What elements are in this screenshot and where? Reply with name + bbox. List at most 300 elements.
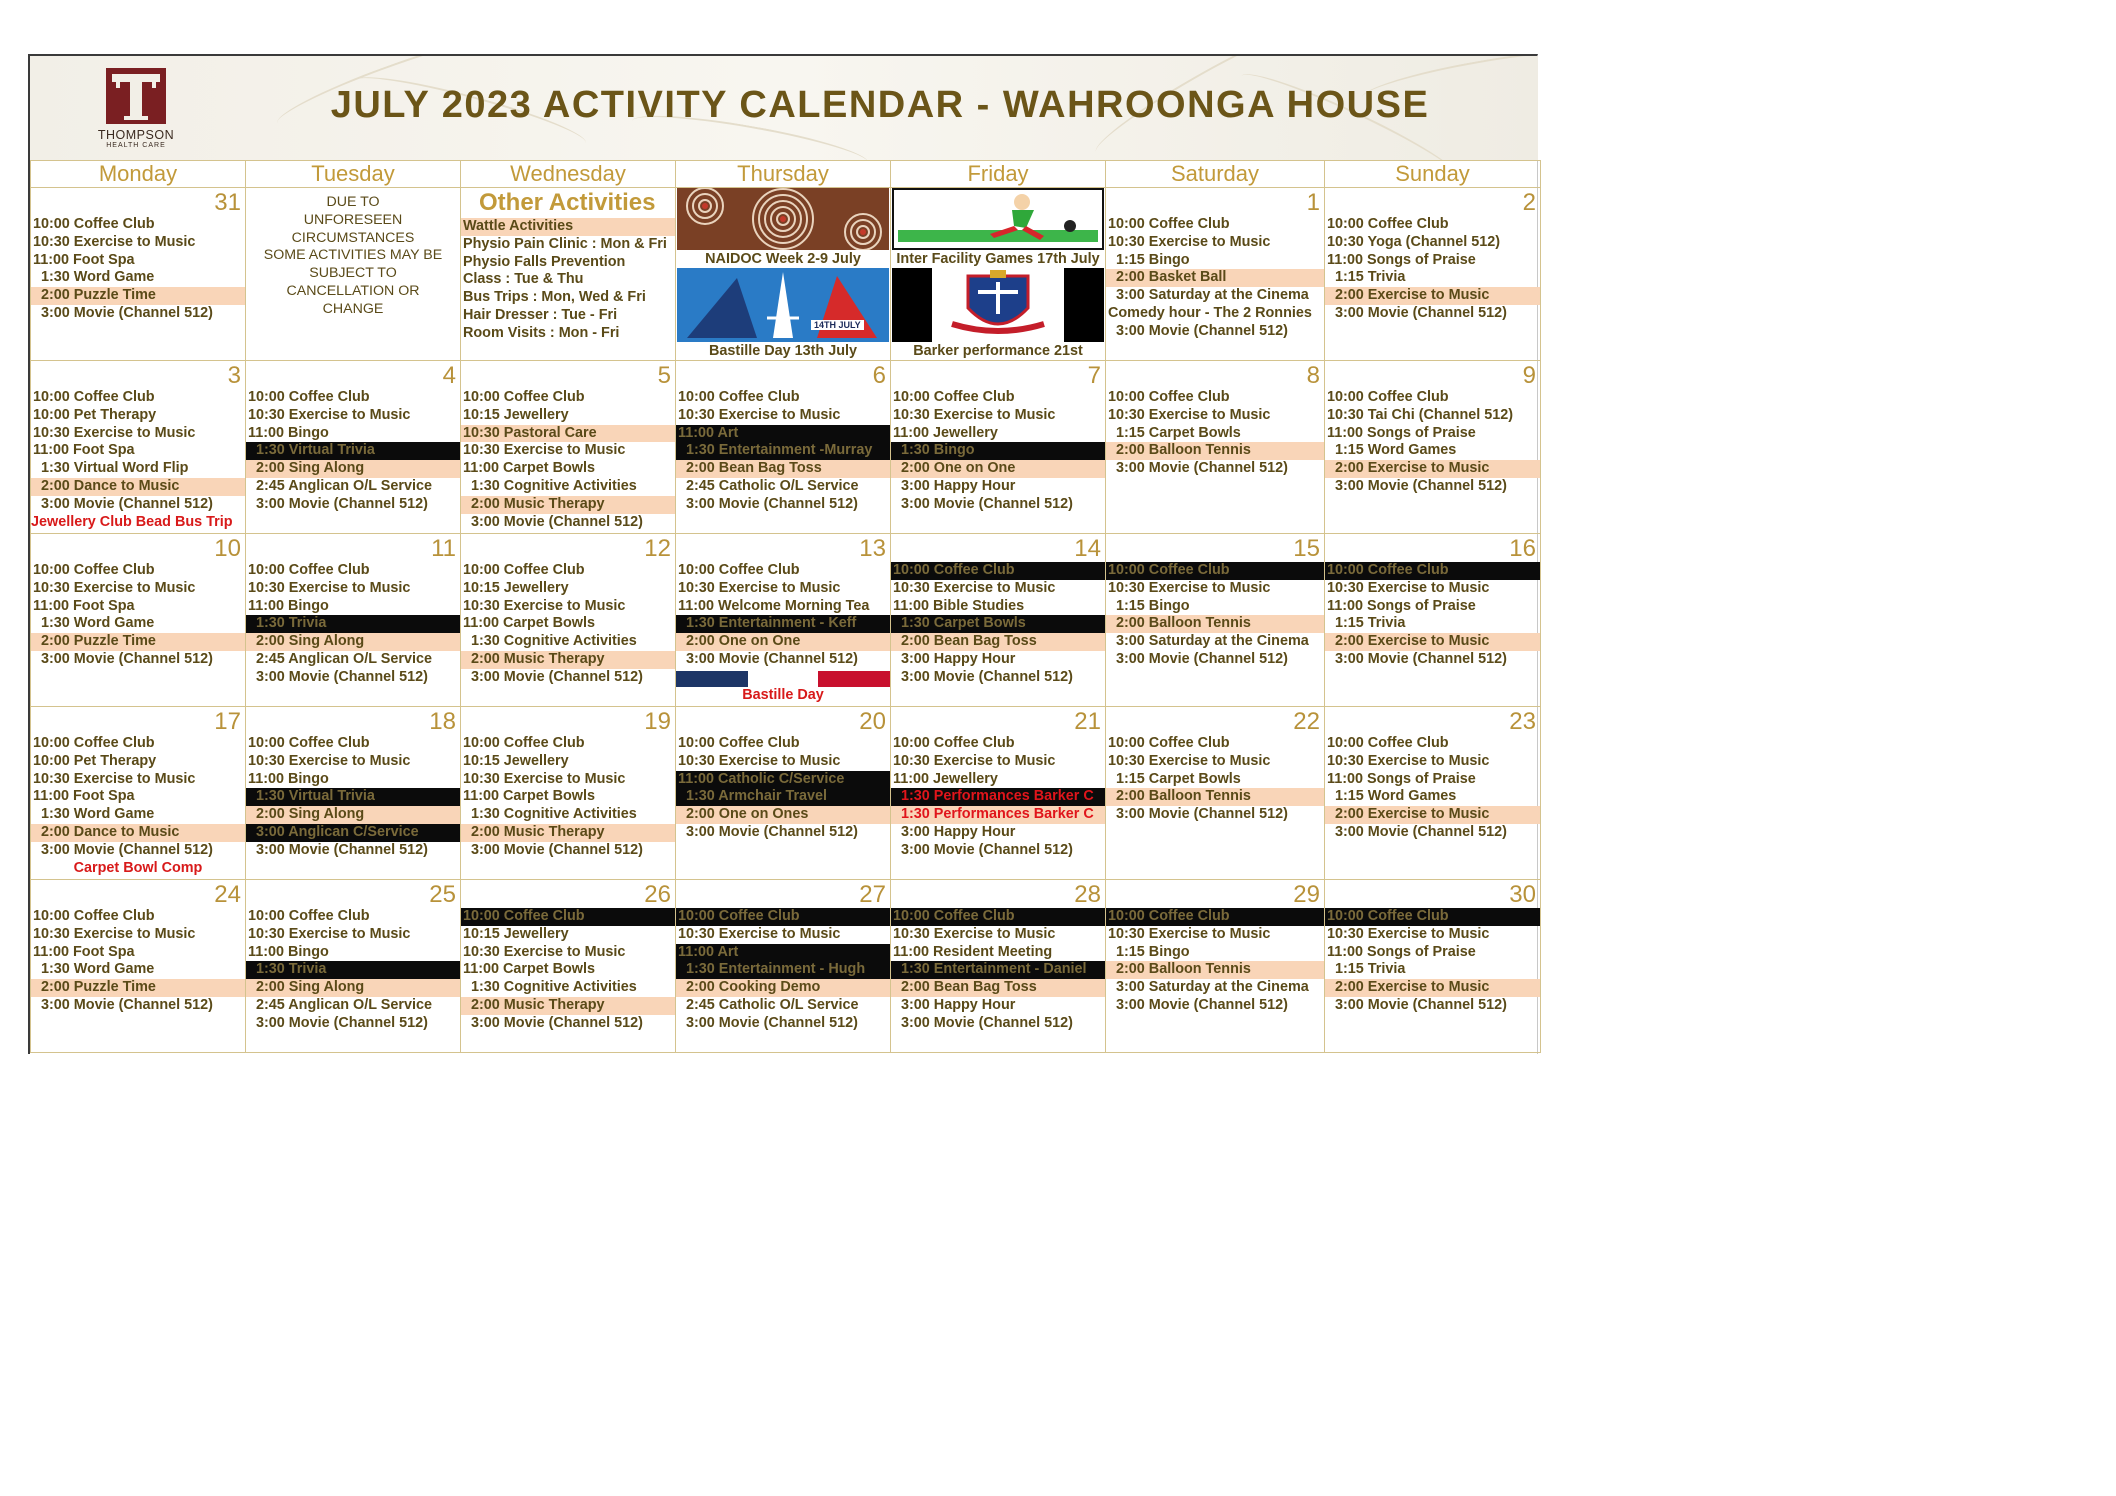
games-caption: Inter Facility Games 17th July [896, 251, 1100, 267]
activity-list [1106, 389, 1324, 478]
day-cell [891, 361, 1106, 534]
activity-item: 11:00 Songs of Praise [1327, 251, 1476, 268]
activity-item: 3:00 Movie (Channel 512) [1116, 460, 1288, 477]
activity-item: 10:00 Coffee Club [248, 389, 370, 405]
activity-item: 10:00 Coffee Club [1106, 908, 1324, 926]
activity-item: 3:00 Saturday at the Cinema [1116, 979, 1309, 996]
activity-item: Class : Tue & Thu [463, 271, 584, 288]
activity-item: 10:00 Coffee Club [1108, 389, 1230, 405]
bowler-icon [894, 190, 1102, 248]
activity-list [891, 562, 1105, 687]
activity-list [1325, 216, 1540, 323]
activity-item: Physio Pain Clinic : Mon & Fri [463, 235, 667, 252]
activity-item: 2:00 Exercise to Music [1325, 806, 1540, 824]
activity-item: 2:00 Balloon Tennis [1106, 442, 1324, 460]
activity-item: 3:00 Movie (Channel 512) [256, 495, 428, 512]
activity-item: 3:00 Movie (Channel 512) [686, 650, 858, 667]
activity-item: 11:00 Songs of Praise [1327, 597, 1476, 614]
activity-item: 10:00 Coffee Club [248, 562, 370, 578]
activity-list [676, 562, 890, 669]
activity-list [461, 735, 675, 860]
activity-item: 11:00 Bingo [248, 597, 329, 614]
bowling-image [892, 188, 1104, 250]
calendar-page [28, 54, 1538, 1054]
activity-item: 10:00 Coffee Club [676, 908, 890, 926]
activity-list [676, 908, 890, 1033]
day-cell [246, 707, 461, 880]
activity-item: 1:30 Cognitive Activities [471, 633, 637, 650]
activity-item: 1:15 Carpet Bowls [1116, 424, 1241, 441]
activity-item: 10:00 Coffee Club [33, 562, 155, 578]
activity-item: 3:00 Movie (Channel 512) [901, 1014, 1073, 1031]
activity-item: 11:00 Carpet Bowls [463, 460, 595, 477]
activity-item: 2:00 Puzzle Time [31, 287, 245, 305]
activity-item: 3:00 Movie (Channel 512) [41, 841, 213, 858]
activity-item: 10:30 Exercise to Music [893, 925, 1056, 942]
logo-subtitle: HEALTH CARE [106, 142, 166, 149]
eiffel-tower-icon [677, 268, 889, 342]
activity-item: 1:15 Word Games [1335, 442, 1457, 459]
day-number: 29 [1293, 881, 1320, 908]
activity-item: 1:30 Cognitive Activities [471, 979, 637, 996]
activity-list [1325, 562, 1540, 669]
notice-line: CHANGE [322, 300, 384, 317]
activity-item: 10:15 Jewellery [463, 925, 569, 942]
activity-item: 1:15 Word Games [1335, 788, 1457, 805]
event-images-cell [891, 188, 1106, 361]
day-number: 5 [657, 362, 671, 389]
activity-item: 10:30 Exercise to Music [678, 752, 841, 769]
activity-item: 2:00 Sing Along [246, 460, 460, 478]
activity-item: 1:30 Word Game [41, 806, 155, 823]
activity-item: 2:00 Sing Along [246, 633, 460, 651]
activity-item: 10:00 Coffee Club [463, 562, 585, 578]
day-number: 17 [214, 708, 241, 735]
activity-item: 1:30 Entertainment - Daniel [891, 961, 1105, 979]
activity-item: 1:30 Virtual Word Flip [41, 460, 189, 477]
day-cell [246, 361, 461, 534]
activity-item: 3:00 Movie (Channel 512) [471, 668, 643, 685]
activity-item: Hair Dresser : Tue - Fri [463, 306, 618, 323]
activity-item: 2:00 Exercise to Music [1325, 287, 1540, 305]
week-row [31, 361, 1541, 534]
day-number: 2 [1522, 189, 1536, 216]
activity-list [31, 562, 245, 669]
day-cell [246, 534, 461, 707]
other-activities-list [461, 218, 675, 343]
day-cell [1106, 361, 1325, 534]
activity-item: 2:45 Anglican O/L Service [256, 477, 432, 494]
activity-list [246, 389, 460, 514]
activity-item: 1:15 Trivia [1335, 269, 1406, 286]
activity-item: 3:00 Saturday at the Cinema [1116, 633, 1309, 650]
activity-item: 10:00 Coffee Club [33, 216, 155, 232]
event-note: Bastille Day [742, 686, 824, 703]
notice-line: CANCELLATION OR [286, 282, 420, 299]
activity-item: 10:30 Exercise to Music [893, 752, 1056, 769]
day-number: 24 [214, 881, 241, 908]
day-number: 15 [1293, 535, 1320, 562]
activity-item: 2:00 Music Therapy [461, 997, 675, 1015]
activity-item: 11:00 Carpet Bowls [463, 788, 595, 805]
activity-item: 11:00 Songs of Praise [1327, 770, 1476, 787]
day-number: 4 [442, 362, 456, 389]
day-number: 8 [1306, 362, 1320, 389]
activity-item: 10:00 Coffee Club [1106, 562, 1324, 580]
activity-item: 10:30 Exercise to Music [1327, 752, 1490, 769]
activity-list [246, 908, 460, 1033]
activity-item: 2:45 Catholic O/L Service [686, 477, 859, 494]
activity-item: 2:00 Exercise to Music [1325, 979, 1540, 997]
activity-item: 1:30 Entertainment - Hugh [676, 961, 890, 979]
activity-item: 3:00 Movie (Channel 512) [471, 841, 643, 858]
activity-item: 1:30 Entertainment - Keff [676, 615, 890, 633]
barker-crest-image [892, 268, 1104, 342]
activity-list [461, 562, 675, 687]
activity-item: 10:15 Jewellery [463, 579, 569, 596]
day-cell [676, 707, 891, 880]
day-number: 7 [1087, 362, 1101, 389]
activity-list [891, 389, 1105, 514]
activity-item: 11:00 Bingo [248, 770, 329, 787]
aboriginal-art-icon [677, 188, 889, 250]
day-cell [676, 880, 891, 1053]
activity-item: 2:00 Bean Bag Toss [676, 460, 890, 478]
day-cell [461, 707, 676, 880]
activity-item: 2:00 Sing Along [246, 979, 460, 997]
french-flag-banner [676, 671, 890, 687]
activity-item: Physio Falls Prevention [463, 253, 626, 270]
naidoc-image [677, 188, 889, 250]
activity-item: 3:00 Movie (Channel 512) [1335, 996, 1507, 1013]
week-row [31, 880, 1541, 1053]
activity-item: 3:00 Movie (Channel 512) [1335, 477, 1507, 494]
activity-item: 10:00 Coffee Club [893, 735, 1015, 751]
day-cell [1325, 361, 1541, 534]
activity-item: 10:30 Exercise to Music [1108, 579, 1271, 596]
activity-item: 3:00 Movie (Channel 512) [1335, 304, 1507, 321]
calendar-header [30, 56, 1538, 160]
bastille-caption: Bastille Day 13th July [709, 343, 857, 359]
activity-item: 1:30 Cognitive Activities [471, 477, 637, 494]
activity-list [1325, 735, 1540, 842]
activity-item: 10:30 Exercise to Music [33, 233, 196, 250]
day-cell [461, 880, 676, 1053]
activity-list [246, 562, 460, 687]
activity-item: 2:45 Catholic O/L Service [686, 996, 859, 1013]
weekday-header: Saturday [1106, 161, 1325, 188]
activity-item: Comedy hour - The 2 Ronnies [1108, 304, 1312, 321]
activity-item: 2:00 Balloon Tennis [1106, 961, 1324, 979]
activity-item: 3:00 Movie (Channel 512) [1335, 823, 1507, 840]
activity-item: 1:30 Cognitive Activities [471, 806, 637, 823]
activity-item: 1:30 Bingo [891, 442, 1105, 460]
activity-item: 1:30 Carpet Bowls [891, 615, 1105, 633]
activity-item: 3:00 Movie (Channel 512) [686, 823, 858, 840]
activity-item: 3:00 Movie (Channel 512) [1116, 322, 1288, 339]
weekday-header: Monday [31, 161, 246, 188]
activity-item: 10:00 Coffee Club [463, 735, 585, 751]
activity-item: 2:00 One on Ones [676, 806, 890, 824]
activity-list [891, 735, 1105, 860]
activity-item: 11:00 Resident Meeting [893, 943, 1053, 960]
activity-item: 1:30 Word Game [41, 269, 155, 286]
activity-item: 3:00 Happy Hour [901, 650, 1016, 667]
activity-item: 2:00 Exercise to Music [1325, 633, 1540, 651]
activity-item: 2:00 Bean Bag Toss [891, 633, 1105, 651]
activity-item: 10:00 Coffee Club [248, 908, 370, 924]
activity-item: 2:00 Basket Ball [1106, 269, 1324, 287]
activity-item: 1:15 Trivia [1335, 615, 1406, 632]
activity-item: 3:00 Saturday at the Cinema [1116, 287, 1309, 304]
activity-item: 10:30 Exercise to Music [1108, 406, 1271, 423]
day-number: 30 [1509, 881, 1536, 908]
activity-item: 2:00 One on One [676, 633, 890, 651]
weekday-header: Tuesday [246, 161, 461, 188]
day-cell [1106, 534, 1325, 707]
activity-item: 3:00 Happy Hour [901, 996, 1016, 1013]
activity-item: 2:00 Bean Bag Toss [891, 979, 1105, 997]
activity-item: 3:00 Movie (Channel 512) [1116, 996, 1288, 1013]
activity-item: 3:00 Movie (Channel 512) [41, 650, 213, 667]
activity-item: 2:00 Music Therapy [461, 824, 675, 842]
activity-item: Wattle Activities [461, 218, 675, 236]
activity-list [31, 735, 245, 860]
activity-item: 1:30 Trivia [246, 961, 460, 979]
activity-item: 10:00 Coffee Club [1108, 735, 1230, 751]
activity-item: 10:00 Coffee Club [33, 735, 155, 751]
activity-item: 10:30 Exercise to Music [893, 579, 1056, 596]
day-number: 3 [227, 362, 241, 389]
activity-item: 10:30 Exercise to Music [1327, 579, 1490, 596]
activity-item: 10:30 Exercise to Music [463, 770, 626, 787]
activity-item: 10:00 Coffee Club [461, 908, 675, 926]
day-cell [1325, 880, 1541, 1053]
activity-item: 11:00 Foot Spa [33, 597, 135, 614]
activity-item: 10:00 Coffee Club [1327, 216, 1449, 232]
activity-item: 11:00 Bingo [248, 424, 329, 441]
activity-item: 10:00 Coffee Club [891, 562, 1105, 580]
activity-item: 2:00 Cooking Demo [676, 979, 890, 997]
activity-item: 11:00 Foot Spa [33, 943, 135, 960]
day-number: 14 [1074, 535, 1101, 562]
activity-item: 11:00 Bible Studies [893, 597, 1025, 614]
day-cell [461, 534, 676, 707]
activity-list [1106, 562, 1324, 669]
activity-item: 10:00 Coffee Club [1325, 562, 1540, 580]
activity-item: 11:00 Bingo [248, 943, 329, 960]
activity-item: 3:00 Movie (Channel 512) [471, 1014, 643, 1031]
activity-item: 2:00 One on One [891, 460, 1105, 478]
activity-item: 10:30 Exercise to Music [678, 406, 841, 423]
day-number: 10 [214, 535, 241, 562]
activity-item: 2:00 Balloon Tennis [1106, 615, 1324, 633]
activity-item: 10:00 Pet Therapy [33, 752, 157, 769]
day-number: 22 [1293, 708, 1320, 735]
activity-item: 10:30 Exercise to Music [33, 424, 196, 441]
activity-list [1325, 908, 1540, 1015]
activity-item: 1:30 Virtual Trivia [246, 788, 460, 806]
activity-item: 10:30 Exercise to Music [248, 925, 411, 942]
day-number: 26 [644, 881, 671, 908]
activity-item: 3:00 Happy Hour [901, 823, 1016, 840]
activity-item: 11:00 Carpet Bowls [463, 615, 595, 632]
activity-list [1106, 735, 1324, 824]
calendar-grid [30, 160, 1541, 1053]
day-cell [676, 361, 891, 534]
weekday-header-row [31, 161, 1541, 188]
activity-item: 11:00 Art [676, 425, 890, 443]
activity-item: 10:30 Exercise to Music [33, 770, 196, 787]
other-activities-title: Other Activities [479, 189, 656, 216]
activity-item: 3:00 Movie (Channel 512) [41, 996, 213, 1013]
activity-item: 10:00 Coffee Club [1327, 389, 1449, 405]
day-cell [31, 534, 246, 707]
activity-list [31, 389, 245, 514]
activity-item: 1:15 Carpet Bowls [1116, 770, 1241, 787]
activity-item: 3:00 Movie (Channel 512) [686, 1014, 858, 1031]
activity-item: 2:00 Puzzle Time [31, 633, 245, 651]
activity-list [461, 908, 675, 1033]
notice-line: DUE TO [326, 194, 380, 210]
activity-item: 10:00 Coffee Club [678, 389, 800, 405]
activity-item: 10:30 Tai Chi (Channel 512) [1327, 406, 1514, 423]
activity-item: 2:00 Puzzle Time [31, 979, 245, 997]
notice-line: SOME ACTIVITIES MAY BE [263, 247, 443, 264]
page-title: JULY 2023 ACTIVITY CALENDAR - WAHROONGA HOUSE [330, 84, 1430, 126]
activity-item: 10:00 Coffee Club [1327, 735, 1449, 751]
activity-item: 10:15 Jewellery [463, 406, 569, 423]
activity-item: 10:30 Exercise to Music [248, 406, 411, 423]
weekday-header: Thursday [676, 161, 891, 188]
activity-item: 3:00 Movie (Channel 512) [901, 841, 1073, 858]
day-number: 9 [1522, 362, 1536, 389]
week-row [31, 534, 1541, 707]
weekday-header: Sunday [1325, 161, 1541, 188]
activity-item: 10:30 Pastoral Care [461, 425, 675, 443]
logo-name: THOMPSON [97, 128, 175, 142]
activity-item: 1:30 Performances Barker C [891, 806, 1105, 824]
activity-item: 11:00 Welcome Morning Tea [678, 597, 870, 614]
activity-item: 3:00 Movie (Channel 512) [1116, 650, 1288, 667]
logo-t-icon [86, 66, 186, 128]
activity-item: 11:00 Jewellery [893, 424, 998, 441]
day-number: 25 [429, 881, 456, 908]
thompson-logo [86, 66, 186, 156]
notice-line: UNFORESEEN [303, 211, 403, 228]
activity-item: 3:00 Movie (Channel 512) [686, 495, 858, 512]
activity-item: 3:00 Movie (Channel 512) [256, 1014, 428, 1031]
activity-item: 10:30 Exercise to Music [248, 579, 411, 596]
day-number: 23 [1509, 708, 1536, 735]
activity-item: 10:00 Coffee Club [33, 389, 155, 405]
activity-item: 1:15 Bingo [1116, 597, 1190, 614]
day-cell [31, 188, 246, 361]
activity-list [1106, 216, 1324, 341]
day-cell [1106, 880, 1325, 1053]
activity-item: 3:00 Movie (Channel 512) [1335, 650, 1507, 667]
activity-list [676, 389, 890, 514]
activity-item: 1:15 Bingo [1116, 251, 1190, 268]
activity-item: 1:15 Trivia [1335, 961, 1406, 978]
day-number: 19 [644, 708, 671, 735]
activity-item: 2:45 Anglican O/L Service [256, 650, 432, 667]
activity-list [31, 908, 245, 1015]
day-number: 28 [1074, 881, 1101, 908]
activity-item: 11:00 Foot Spa [33, 442, 135, 459]
activity-item: 10:15 Jewellery [463, 752, 569, 769]
activity-item: 11:00 Catholic C/Service [676, 771, 890, 789]
activity-item: 10:00 Coffee Club [1325, 908, 1540, 926]
activity-item: 10:30 Exercise to Music [1108, 233, 1271, 250]
activity-item: 3:00 Movie (Channel 512) [256, 668, 428, 685]
day-number: 6 [872, 362, 886, 389]
day-cell [891, 707, 1106, 880]
activity-item: 1:30 Word Game [41, 615, 155, 632]
day-number: 11 [431, 535, 456, 562]
notice-cell [246, 188, 461, 361]
day-cell [1325, 534, 1541, 707]
event-note: Jewellery Club Bead Bus Trip [31, 513, 233, 530]
bastille-image [677, 268, 889, 342]
activity-item: 2:00 Music Therapy [461, 651, 675, 669]
day-cell [461, 361, 676, 534]
day-number: 1 [1306, 189, 1320, 216]
activity-item: 10:00 Coffee Club [678, 562, 800, 578]
day-cell [676, 534, 891, 707]
activity-item: Room Visits : Mon - Fri [463, 324, 620, 341]
day-number: 27 [859, 881, 886, 908]
activity-item: 10:30 Exercise to Music [678, 925, 841, 942]
day-number: 20 [859, 708, 886, 735]
other-activities-cell [461, 188, 676, 361]
activity-item: 10:30 Exercise to Music [248, 752, 411, 769]
day-number: 31 [214, 189, 241, 216]
cancellation-notice [246, 194, 460, 319]
activity-item: 3:00 Movie (Channel 512) [901, 495, 1073, 512]
day-number: 16 [1509, 535, 1536, 562]
activity-list [461, 389, 675, 531]
activity-list [246, 735, 460, 860]
activity-item: 3:00 Anglican C/Service [246, 824, 460, 842]
activity-item: 11:00 Jewellery [893, 770, 998, 787]
day-cell [31, 707, 246, 880]
activity-item: 3:00 Movie (Channel 512) [41, 495, 213, 512]
activity-item: 2:00 Dance to Music [31, 478, 245, 496]
day-cell [31, 361, 246, 534]
activity-item: 3:00 Movie (Channel 512) [41, 304, 213, 321]
activity-item: 10:30 Exercise to Music [463, 943, 626, 960]
activity-list [31, 216, 245, 323]
activity-item: 1:15 Bingo [1116, 943, 1190, 960]
activity-list [676, 735, 890, 842]
activity-item: 3:00 Movie (Channel 512) [1116, 806, 1288, 823]
weekday-header: Wednesday [461, 161, 676, 188]
day-cell [31, 880, 246, 1053]
activity-item: 10:30 Exercise to Music [463, 442, 626, 459]
activity-item: 10:00 Pet Therapy [33, 406, 157, 423]
activity-item: 2:00 Dance to Music [31, 824, 245, 842]
activity-item: 10:00 Coffee Club [1108, 216, 1230, 232]
activity-item: 11:00 Carpet Bowls [463, 961, 595, 978]
notice-line: SUBJECT TO [309, 265, 397, 282]
day-cell [246, 880, 461, 1053]
activity-item: 2:45 Anglican O/L Service [256, 996, 432, 1013]
barker-caption: Barker performance 21st [913, 343, 1083, 359]
day-cell [1106, 188, 1325, 361]
activity-item: 10:00 Coffee Club [248, 735, 370, 751]
activity-item: 3:00 Happy Hour [901, 477, 1016, 494]
